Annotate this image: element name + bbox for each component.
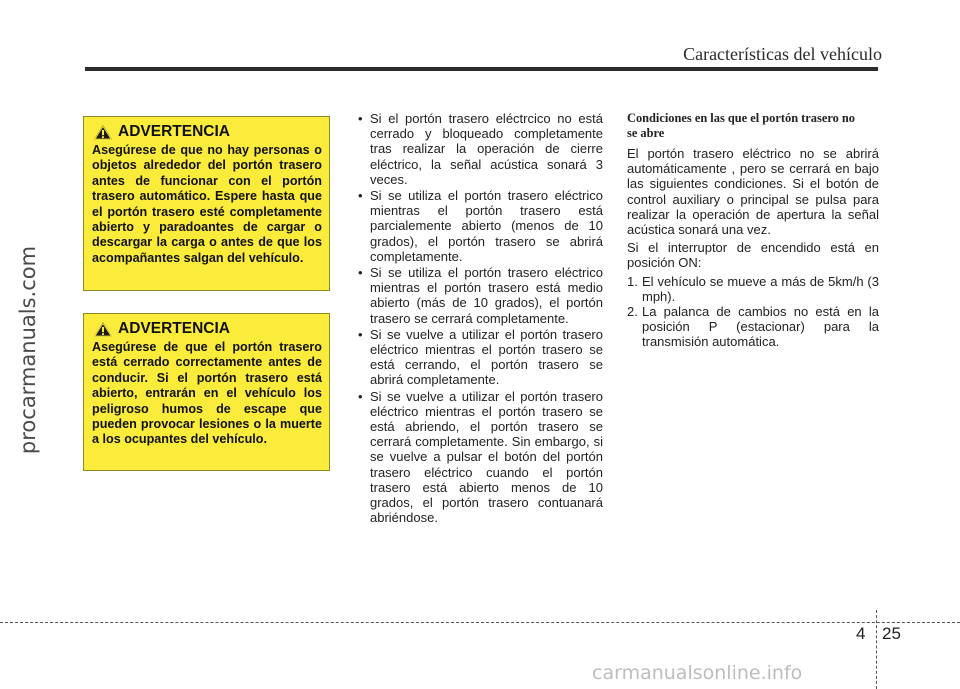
footer-rule — [0, 622, 960, 623]
bullet-item: • Si se vuelve a utilizar el portón trasero eléctrico mientras el portón trasero se está cerrando, el portón trasero se abrirá completamente. — [356, 327, 603, 388]
conditions-paragraph: El portón trasero eléctrico no se abrirá automáticamente , pero se cerrará en bajo las siguientes condiciones. Si el botón de control auxiliary o principal se pulsa para realizar la operación de apertura la señal acústica sonará una vez. — [627, 146, 879, 238]
warning-header — [92, 123, 322, 141]
bullet-list — [356, 111, 603, 525]
conditions-column — [627, 111, 879, 350]
bullet-item: • Si se utiliza el portón trasero eléctrico mientras el portón trasero está parcialemente abierto (menos de 10 grados), el portón trasero se abrirá completamente. — [356, 188, 603, 264]
list-item — [627, 274, 879, 304]
conditions-list — [627, 274, 879, 350]
list-item — [627, 304, 879, 350]
list-item-text: La palanca de cambios no está en la posición P (estacionar) para la transmisión automática. — [642, 304, 879, 350]
bullet-item: • Si se vuelve a utilizar el portón trasero eléctrico mientras el portón trasero se está abriendo, el portón trasero se cerrará completamente. Sin embargo, si se vuelve a pulsar el botón del portón trasero eléctrico cuando el portón trasero está abierto menos de 10 grados, el portón trasero contuanará abriéndose. — [356, 389, 603, 526]
page-number: 25 — [882, 624, 901, 643]
warning-text: Asegúrese de que el portón trasero está cerrado correctamente antes de conducir. Si el portón trasero está abierto, entrarán en el vehículo los peligroso humos de escape que pueden provocar lesiones o la muerte a los ocupantes del vehículo. — [92, 340, 322, 447]
warning-title: ADVERTENCIA — [118, 320, 230, 337]
list-item-number: 2. — [627, 304, 638, 320]
warning-box-2 — [83, 313, 330, 471]
warning-title: ADVERTENCIA — [118, 123, 230, 140]
list-item-text: El vehículo se mueve a más de 5km/h (3 mph). — [642, 273, 879, 304]
header-rule — [85, 67, 878, 71]
side-watermark — [6, 150, 46, 550]
warning-header — [92, 320, 322, 338]
list-item-number: 1. — [627, 273, 638, 289]
side-watermark-text: procarmanuals.com — [16, 245, 40, 455]
ignition-paragraph: Si el interruptor de encendido está en posición ON: — [627, 240, 879, 271]
warning-text: Asegúrese de que no hay personas o objetos alrededor del portón trasero antes de funcionar con el portón trasero automático. Espere hasta que el portón trasero esté completamente abierto y paradoantes de cargar o descargar la carga o antes de que los acompañantes salgan del vehículo. — [92, 143, 322, 265]
chapter-number: 4 — [856, 624, 866, 643]
warning-triangle-icon — [92, 123, 114, 141]
warning-box-1 — [83, 116, 330, 291]
bullet-column — [356, 111, 603, 526]
bullet-item: • Si se utiliza el portón trasero eléctrico mientras el portón trasero está medio abierto (más de 10 grados), el portón trasero se cerrará completamente. — [356, 265, 603, 326]
section-title: Características del vehículo — [683, 44, 882, 64]
warning-triangle-icon — [92, 320, 114, 338]
conditions-heading: Condiciones en las que el portón trasero no se abre — [627, 111, 855, 140]
page-divider — [876, 610, 877, 689]
bullet-item: • Si el portón trasero eléctrcico no está cerrado y bloqueado completamente tras realizar la operación de cierre eléctrico, la señal acústica sonará 3 veces. — [356, 111, 603, 187]
bottom-watermark: carmanualsonline.info — [592, 662, 803, 684]
